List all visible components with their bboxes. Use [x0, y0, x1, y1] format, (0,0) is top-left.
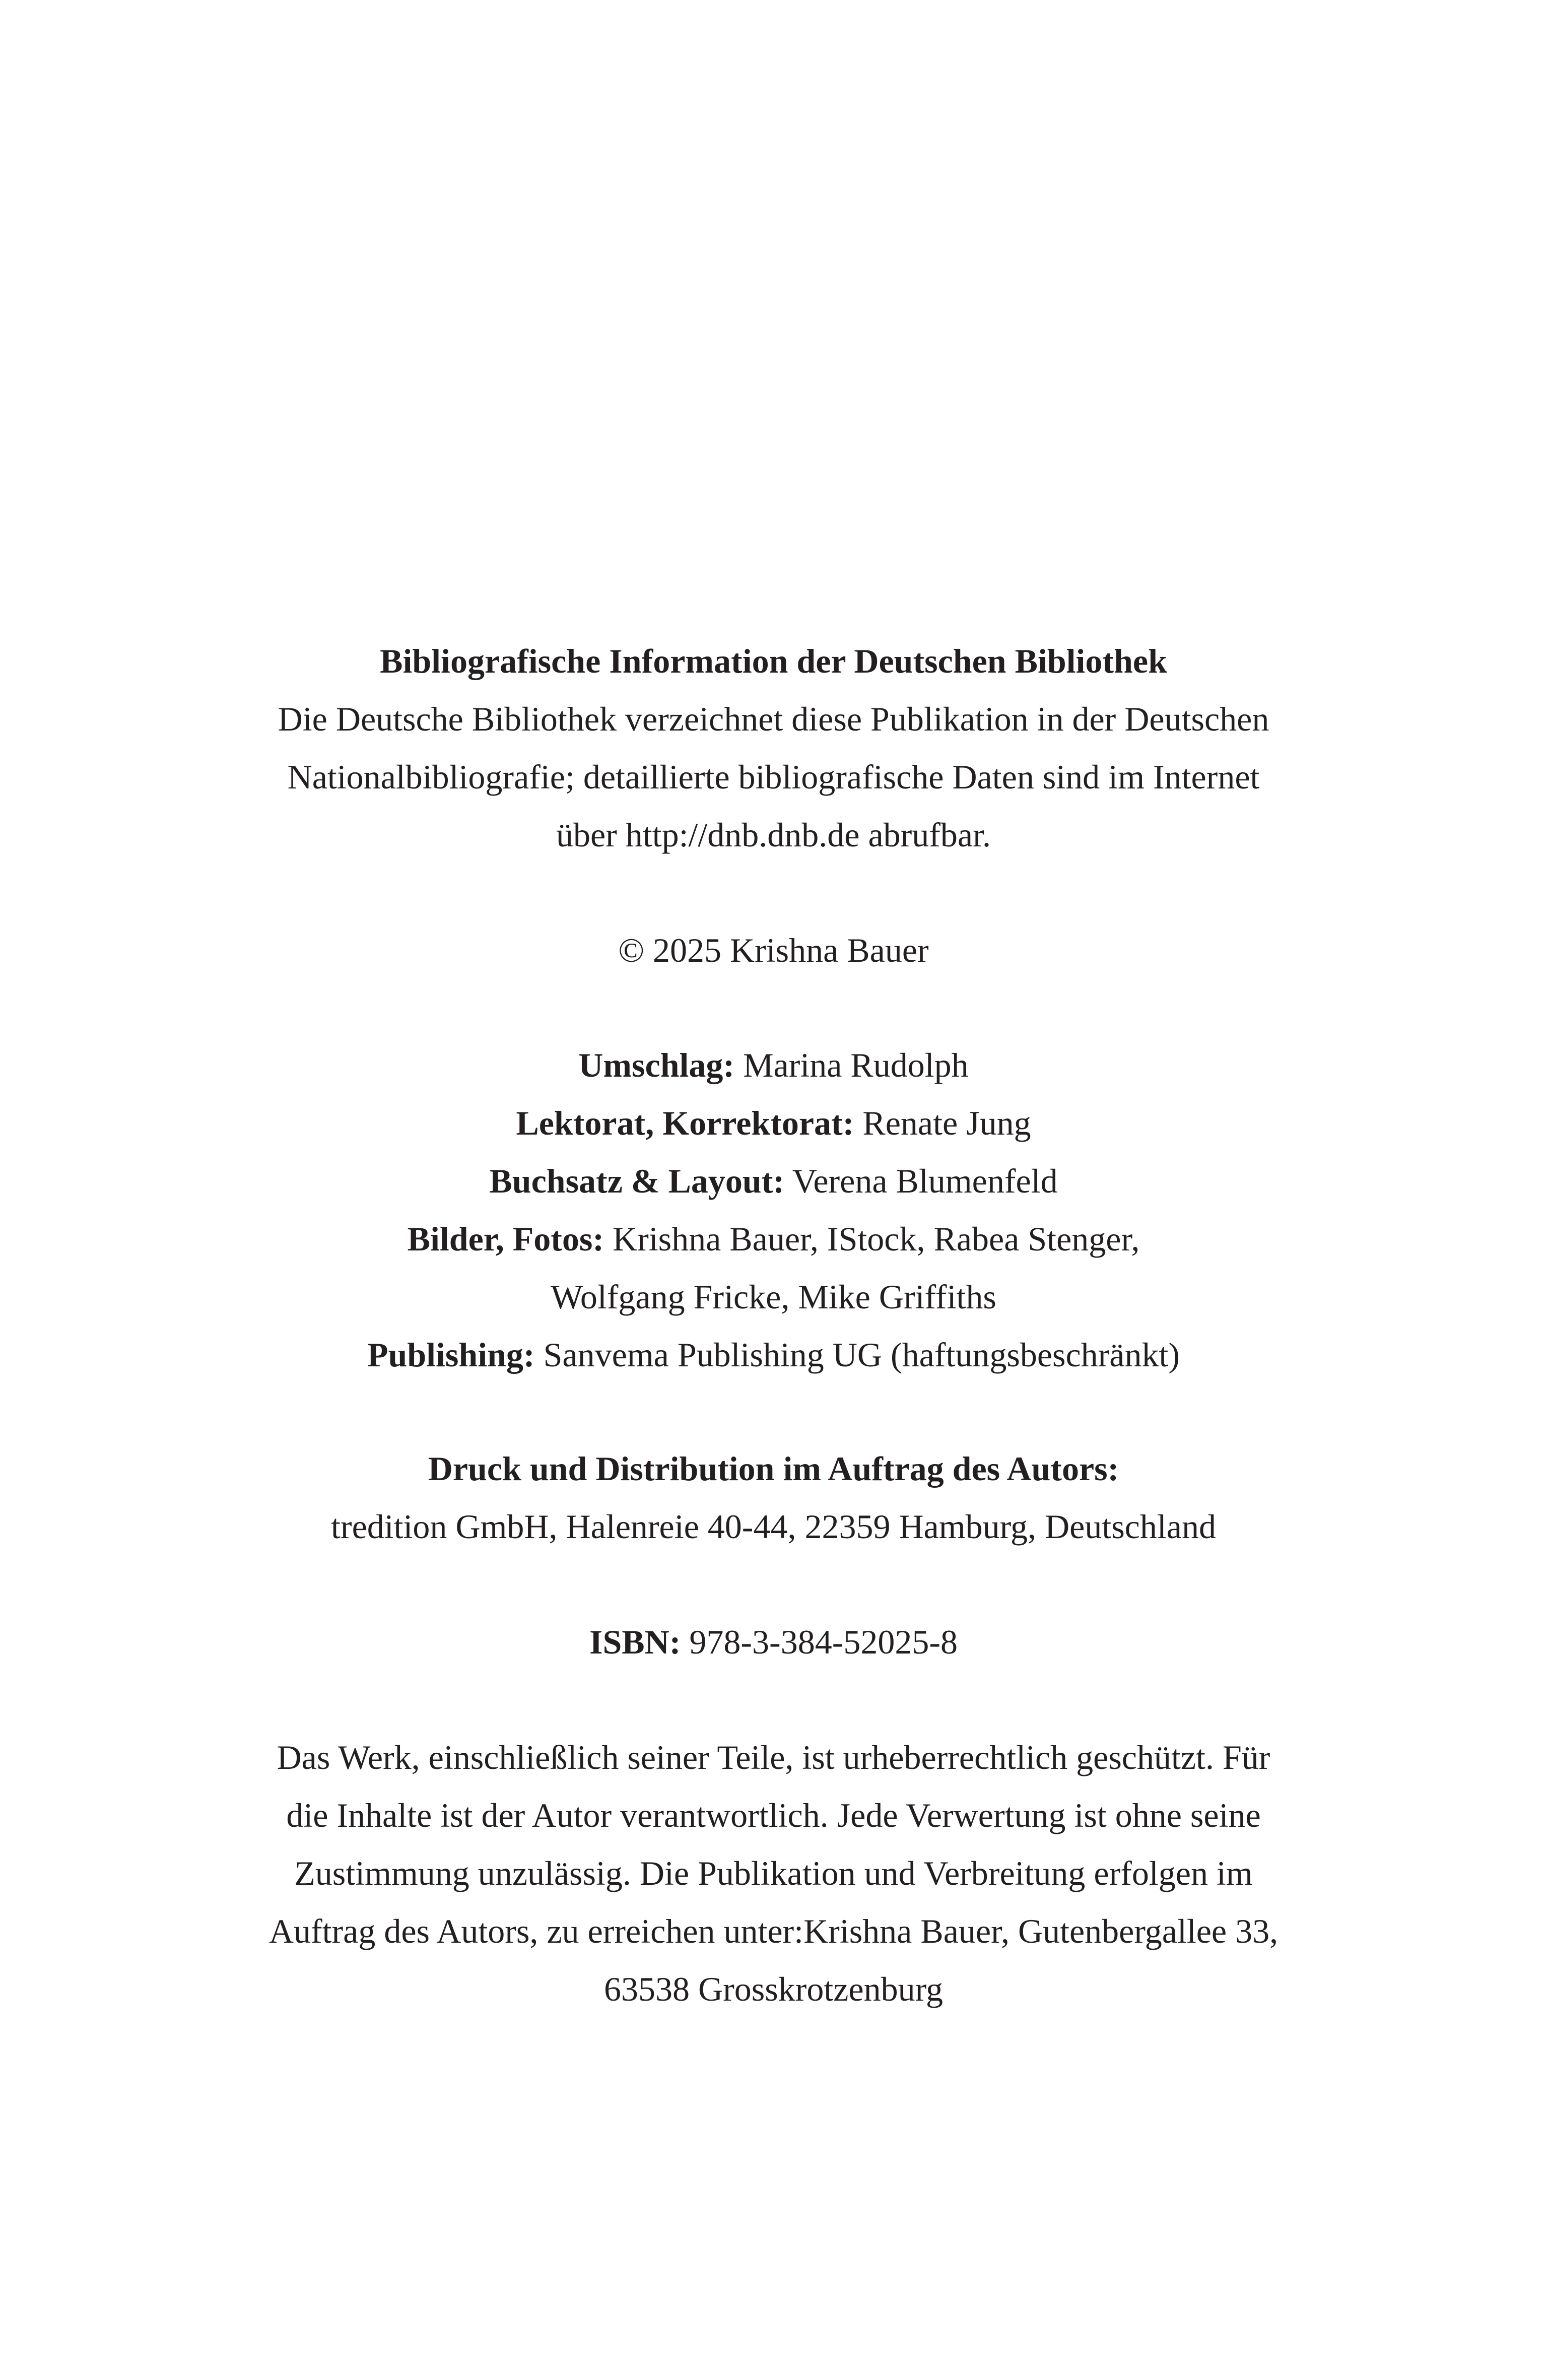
- credit-label: Umschlag:: [578, 1046, 735, 1084]
- credit-value: Verena Blumenfeld: [792, 1162, 1058, 1200]
- credits: [222, 1036, 1325, 1384]
- bibliographic-line: Die Deutsche Bibliothek verzeichnet diese Publikation in der Deutschen: [278, 700, 1269, 738]
- isbn-value: 978-3-384-52025-8: [689, 1623, 958, 1661]
- print-address: tredition GmbH, Halenreie 40-44, 22359 Hamburg, Deutschland: [331, 1507, 1216, 1546]
- credit-value: Sanvema Publishing UG (haftungsbeschränkt): [543, 1336, 1180, 1374]
- credit-value: Renate Jung: [862, 1104, 1031, 1142]
- credit-editing: [222, 1094, 1325, 1152]
- rights-line: Auftrag des Autors, zu erreichen unter:Krishna Bauer, Gutenbergallee 33,: [268, 1912, 1279, 1950]
- isbn-line: [222, 1613, 1325, 1671]
- credit-photos: [222, 1210, 1325, 1268]
- credit-value: Marina Rudolph: [743, 1046, 969, 1084]
- bibliographic-line: über http://dnb.dnb.de abrufbar.: [556, 816, 991, 854]
- credit-publishing: [222, 1326, 1325, 1384]
- credit-value: Krishna Bauer, IStock, Rabea Stenger,: [613, 1220, 1140, 1258]
- print-distribution: [222, 1440, 1325, 1556]
- bibliographic-line: Nationalbibliografie; detaillierte bibliografische Daten sind im Internet: [287, 758, 1260, 796]
- rights-line: Das Werk, einschließlich seiner Teile, ist urheberrechtlich geschützt. Für: [277, 1738, 1270, 1776]
- copyright-text: © 2025 Krishna Bauer: [618, 931, 929, 969]
- credit-label: Bilder, Fotos:: [407, 1220, 604, 1258]
- copyright-notice: [222, 921, 1325, 979]
- credit-typesetting: [222, 1152, 1325, 1210]
- rights-notice: [222, 1729, 1325, 2018]
- credit-cover: [222, 1036, 1325, 1094]
- credit-photos-continued: Wolfgang Fricke, Mike Griffiths: [551, 1278, 996, 1316]
- bibliographic-heading: Bibliografische Information der Deutschen Bibliothek: [380, 642, 1167, 680]
- credit-label: Publishing:: [367, 1336, 535, 1374]
- print-heading: Druck und Distribution im Auftrag des Autors:: [428, 1449, 1119, 1488]
- bibliographic-info: [222, 632, 1325, 864]
- isbn: [222, 1613, 1325, 1671]
- rights-line: 63538 Grosskrotzenburg: [604, 1970, 943, 2008]
- credit-label: Lektorat, Korrektorat:: [516, 1104, 854, 1142]
- credit-label: Buchsatz & Layout:: [489, 1162, 784, 1200]
- isbn-label: ISBN:: [589, 1623, 681, 1661]
- rights-line: die Inhalte ist der Autor verantwortlich. Jede Verwertung ist ohne seine: [286, 1796, 1261, 1834]
- rights-line: Zustimmung unzulässig. Die Publikation und Verbreitung erfolgen im: [294, 1854, 1253, 1892]
